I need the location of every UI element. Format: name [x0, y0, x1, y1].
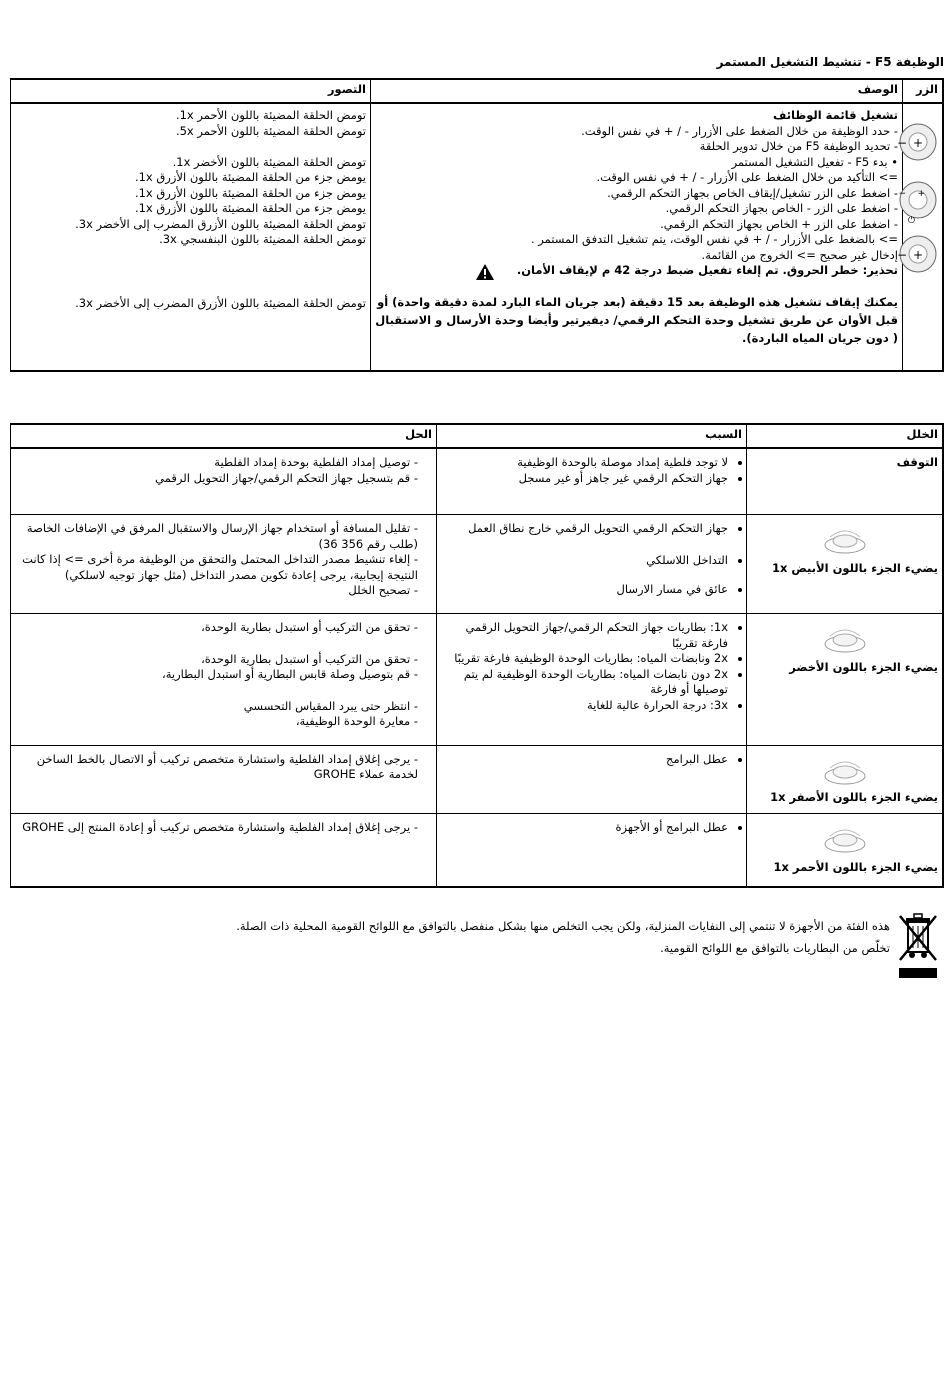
- desc-line: تشغيل قائمة الوظائف: [773, 108, 898, 122]
- header-button: الزر: [903, 80, 943, 104]
- vis-line: يومض جزء من الحلقة المضيئة باللون الأزرق 1x.: [134, 201, 366, 215]
- desc-line: => بالضغط على الأزرار - / + في نفس الوقت، يتم تشغيل التدفق المستمر .: [530, 232, 898, 246]
- troubleshooting-table: [10, 423, 944, 888]
- warning-icon: [475, 263, 495, 281]
- vis-note: تومض الحلقة المضيئة باللون الأزرق المضرب إلى الأخضر 3x.: [75, 295, 366, 310]
- solution-item: - تصحيح الخلل: [348, 583, 418, 598]
- desc-line: - حدد الوظيفة من خلال الضغط على الأزرار - / + في نفس الوقت.: [581, 123, 898, 138]
- vis-line: يومض جزء من الحلقة المضيئة باللون الأزرق 1x.: [134, 185, 366, 200]
- led-segment-icon: [822, 758, 868, 786]
- solution-item: - إلغاء تنشيط مصدر التداخل المحتمل والتحقق من الوظيفة مرة أخرى => إذا كانت النتيجة إيجابية، يرجى إعادة تكوين مصدر التداخل (مثل جهاز توجيه لاسلكي): [22, 552, 418, 582]
- vis-line: [15, 139, 366, 155]
- fault-label: يضيء الجزء باللون الأحمر 1x: [773, 860, 938, 875]
- table-row: [11, 448, 943, 515]
- vis-line: تومض الحلقة المضيئة باللون الأخضر 1x.: [172, 154, 366, 169]
- digital-controller-icon: [898, 176, 938, 228]
- button-icons-cell: [896, 103, 943, 371]
- header-cause: السبب: [437, 425, 747, 449]
- desc-line: - تحديد الوظيفة F5 من خلال تدوير الحلقة: [699, 139, 898, 153]
- vis-line: تومض الحلقة المضيئة باللون الأحمر 5x.: [175, 123, 366, 138]
- svg-text:⏻: ⏻: [907, 216, 915, 226]
- disposal-line-1: هذه الفئة من الأجهزة لا تنتمي إلى النفايات المنزلية، ولكن يجب التخلص منها بشكل منفصل بالتوافق مع اللوائح القومية المحلية ذات الصلة.: [236, 919, 890, 933]
- desc-line: => التأكيد من خلال الضغط على الأزرار - / + في نفس الوقت.: [596, 170, 898, 184]
- cause-item: • عطل البرامج أو الأجهزة: [441, 820, 728, 836]
- desc-line: - اضغط على الزر - الخاص بجهاز التحكم الرقمي.: [665, 201, 898, 215]
- note-text: يمكنك إيقاف تشغيل هذه الوظيفة بعد 15 دقيقة (بعد جريان الماء البارد لمدة دقيقة واحدة) أو قبل الأوان عن طريق تشغيل وحدة التحكم الرقمي/ ديفيرتير وأيضا وحدة الأرسال و الاستقبال ( دون جريان المياه الباردة).: [375, 295, 898, 345]
- disposal-line-2: تخلّص من البطاريات بالتوافق مع اللوائح القومية.: [660, 941, 890, 955]
- cause-item: • جهاز التحكم الرقمي غير جاهز أو غير مسجل: [441, 471, 728, 487]
- crossed-bin-icon: [896, 912, 940, 982]
- table-row: [11, 814, 943, 887]
- fault-label: التوقف: [896, 455, 938, 470]
- cause-item: • عائق في مسار الارسال: [441, 582, 728, 598]
- svg-text:+: +: [912, 136, 923, 150]
- minus-plus-button-icon: [896, 122, 938, 162]
- header-visualization: التصور: [11, 80, 371, 104]
- solution-item: - تحقق من التركيب أو استبدل بطارية الوحدة،: [201, 651, 418, 666]
- svg-text:−: −: [896, 136, 907, 150]
- description-cell: [371, 103, 903, 371]
- warning-row: [375, 263, 898, 281]
- svg-text:−: −: [898, 189, 906, 199]
- solution-item: - قم بتوصيل وصلة قابس البطارية أو استبدل البطارية،: [162, 667, 418, 682]
- solution-item: - معايرة الوحدة الوظيفية،: [295, 714, 418, 729]
- header-description: الوصف: [371, 80, 903, 104]
- led-segment-icon: [822, 626, 868, 654]
- header-solution: الحل: [11, 425, 437, 449]
- minus-plus-button-icon-2: [896, 234, 938, 274]
- fault-label: يضيء الجزء باللون الأبيض 1x: [771, 561, 938, 576]
- vis-line: تومض الحلقة المضيئة باللون البنفسجي 3x.: [159, 232, 366, 246]
- header-fault: الخلل: [747, 425, 943, 449]
- warning-text: تحذير: خطر الحروق. تم إلغاء تفعيل ضبط درجة 42 م لإيقاف الأمان.: [516, 263, 898, 277]
- cause-item: • جهاز التحكم الرقمي التحويل الرقمي خارج نطاق العمل: [441, 521, 728, 537]
- led-segment-icon: [822, 527, 868, 555]
- svg-text:+: +: [917, 189, 925, 199]
- fault-label: يضيء الجزء باللون الأصفر 1x: [770, 789, 938, 804]
- svg-text:+: +: [912, 248, 923, 262]
- function-table: [10, 78, 944, 372]
- desc-line: إدخال غير صحيح => الخروج من القائمة.: [701, 247, 898, 262]
- page-title: الوظيفة F5 - تنشيط التشغيل المستمر: [716, 55, 944, 69]
- cause-item: • 1x: بطاريات جهاز التحكم الرقمي/جهاز التحويل الرقمي فارغة تقريبًا: [441, 620, 728, 651]
- solution-item: - قم بتسجيل جهاز التحكم الرقمي/جهاز التحويل الرقمي: [155, 470, 418, 485]
- cause-item: • التداخل اللاسلكي: [441, 553, 728, 569]
- solution-item: - تحقق من التركيب أو استبدل بطارية الوحدة،: [201, 620, 418, 635]
- led-segment-icon: [822, 826, 868, 854]
- desc-line: - اضغط على الزر تشغيل/إيقاف الخاص بجهاز التحكم الرقمي.: [607, 185, 898, 200]
- solution-item: - يرجى إغلاق إمداد الفلطية واستشارة متخصص تركيب أو إعادة المنتج إلى GROHE: [22, 820, 418, 835]
- desc-line: - اضغط على الزر + الخاص بجهاز التحكم الرقمي.: [660, 216, 898, 231]
- vis-line: تومض الحلقة المضيئة باللون الأحمر 1x.: [175, 108, 366, 122]
- solution-item: - توصيل إمداد الفلطية بوحدة إمداد الفلطية: [214, 455, 418, 470]
- desc-line: • بدء F5 - تفعيل التشغيل المستمر: [731, 154, 898, 169]
- cause-item: • 2x دون نابضات المياه: بطاريات الوحدة الوظيفية لم يتم توصيلها أو فارغة: [441, 667, 728, 698]
- cause-item: • عطل البرامج: [441, 752, 728, 768]
- table-row: [11, 614, 943, 745]
- solution-item: - تقليل المسافة أو استخدام جهاز الإرسال والاستقبال المرفق في الإضافات الخاصة (طلب رقم 356 36): [26, 521, 418, 551]
- solution-item: - يرجى إغلاق إمداد الفلطية واستشارة متخصص تركيب أو الاتصال بالخط الساخن لخدمة عملاء GROHE: [36, 751, 418, 782]
- table-row: [11, 745, 943, 814]
- fault-label: يضيء الجزء باللون الأخضر: [789, 660, 938, 675]
- vis-line: يومض جزء من الحلقة المضيئة باللون الأزرق 1x.: [134, 170, 366, 184]
- cause-item: • 2x ونابضات المياه: بطاريات الوحدة الوظيفية فارغة تقريبًا: [441, 651, 728, 667]
- table-row: [11, 515, 943, 614]
- visualization-cell: [11, 103, 371, 371]
- solution-item: - انتظر حتى يبرد المقياس التحسسي: [243, 698, 418, 713]
- cause-item: • لا توجد فلطية إمداد موصلة بالوحدة الوظيفية: [441, 455, 728, 471]
- cause-item: • 3x: درجة الحرارة عالية للغاية: [441, 698, 728, 714]
- vis-line: تومض الحلقة المضيئة باللون الأزرق المضرب إلى الأخضر 3x.: [75, 216, 366, 231]
- svg-text:−: −: [896, 248, 907, 262]
